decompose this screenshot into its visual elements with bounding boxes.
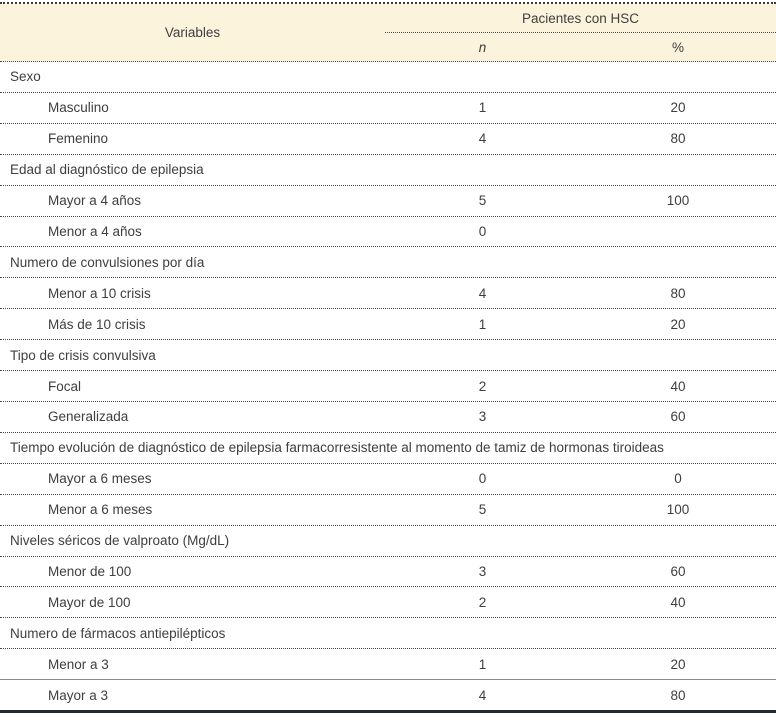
- percent-value: 80: [670, 131, 686, 147]
- percent-value: 40: [670, 378, 686, 394]
- percent-value: 20: [670, 100, 686, 116]
- row-label: Menor de 100: [48, 563, 132, 579]
- table-row: [0, 186, 776, 217]
- row-label: Mayor a 3: [48, 687, 109, 703]
- n-value: 4: [478, 285, 487, 301]
- row-label: Tipo de crisis convulsiva: [10, 347, 156, 363]
- n-value: 4: [478, 131, 487, 147]
- table-header: [0, 4, 776, 62]
- percent-value: 40: [670, 594, 686, 610]
- row-label: Menor a 3: [48, 656, 109, 672]
- table-row: [0, 278, 776, 309]
- row-label: Mayor de 100: [48, 594, 131, 610]
- table-row: [0, 649, 776, 680]
- n-value: 2: [478, 378, 487, 394]
- row-label: Numero de convulsiones por día: [10, 254, 205, 270]
- row-label: Niveles séricos de valproato (Mg/dL): [10, 533, 230, 549]
- n-value: 1: [478, 656, 487, 672]
- patients-group-header-cell: [385, 4, 776, 33]
- table-row: [0, 557, 776, 588]
- n-value: 5: [478, 193, 487, 209]
- patients-header-group: [385, 4, 776, 61]
- row-label: Menor a 4 años: [48, 223, 142, 239]
- percent-value: 100: [666, 502, 690, 518]
- percent-value: 80: [670, 687, 686, 703]
- n-value: 3: [478, 563, 487, 579]
- row-label: Menor a 10 crisis: [48, 285, 151, 301]
- table-row: [0, 587, 776, 618]
- category-row: [0, 340, 776, 371]
- n-value: 1: [478, 100, 487, 116]
- n-value: 3: [478, 409, 487, 425]
- table-row: [0, 402, 776, 433]
- table-row: [0, 309, 776, 340]
- variables-header-cell: [0, 4, 385, 61]
- percent-value: 20: [670, 316, 686, 332]
- percent-column-header: [580, 33, 776, 61]
- category-row: [0, 526, 776, 557]
- table-body: [0, 62, 776, 710]
- row-label: Numero de fármacos antiepilépticos: [10, 625, 226, 641]
- n-value: 1: [478, 316, 487, 332]
- row-label: Más de 10 crisis: [48, 316, 146, 332]
- category-row: [0, 433, 776, 464]
- n-value: 0: [478, 223, 487, 239]
- row-label: Edad al diagnóstico de epilepsia: [10, 162, 204, 178]
- n-value: 5: [478, 502, 487, 518]
- row-label: Menor a 6 meses: [48, 502, 153, 518]
- row-label: Femenino: [48, 131, 109, 147]
- percent-value: 100: [666, 193, 690, 209]
- row-label: Mayor a 4 años: [48, 193, 142, 209]
- row-label: Tiempo evolución de diagnóstico de epilepsia farmacorresistente al momento de tamiz de hormonas tiroideas: [10, 440, 664, 456]
- variables-header-label: Variables: [164, 25, 221, 40]
- hsc-patients-table: [0, 2, 776, 713]
- table-row: [0, 371, 776, 402]
- row-label: Masculino: [48, 100, 109, 116]
- n-column-label: n: [478, 39, 487, 55]
- percent-value: 20: [670, 656, 686, 672]
- category-row: [0, 155, 776, 186]
- percent-value: 60: [670, 563, 686, 579]
- percent-value: 0: [674, 471, 682, 487]
- category-row: [0, 62, 776, 93]
- row-label: Mayor a 6 meses: [48, 471, 152, 487]
- percent-value: 60: [670, 409, 686, 425]
- patients-group-label: Pacientes con HSC: [521, 10, 640, 26]
- subheader-row: [385, 33, 776, 61]
- n-value: 0: [478, 471, 487, 487]
- percent-value: 80: [670, 285, 686, 301]
- category-row: [0, 618, 776, 649]
- table-row: [0, 464, 776, 495]
- row-label: Sexo: [10, 69, 41, 85]
- table-row: [0, 680, 776, 710]
- percent-column-label: %: [671, 39, 684, 55]
- table-row: [0, 124, 776, 155]
- table-row: [0, 217, 776, 248]
- table-row: [0, 495, 776, 526]
- n-column-header: [385, 33, 580, 61]
- n-value: 4: [478, 687, 487, 703]
- row-label: Focal: [48, 378, 82, 394]
- category-row: [0, 247, 776, 278]
- n-value: 2: [478, 594, 487, 610]
- table-row: [0, 93, 776, 124]
- row-label: Generalizada: [48, 409, 129, 425]
